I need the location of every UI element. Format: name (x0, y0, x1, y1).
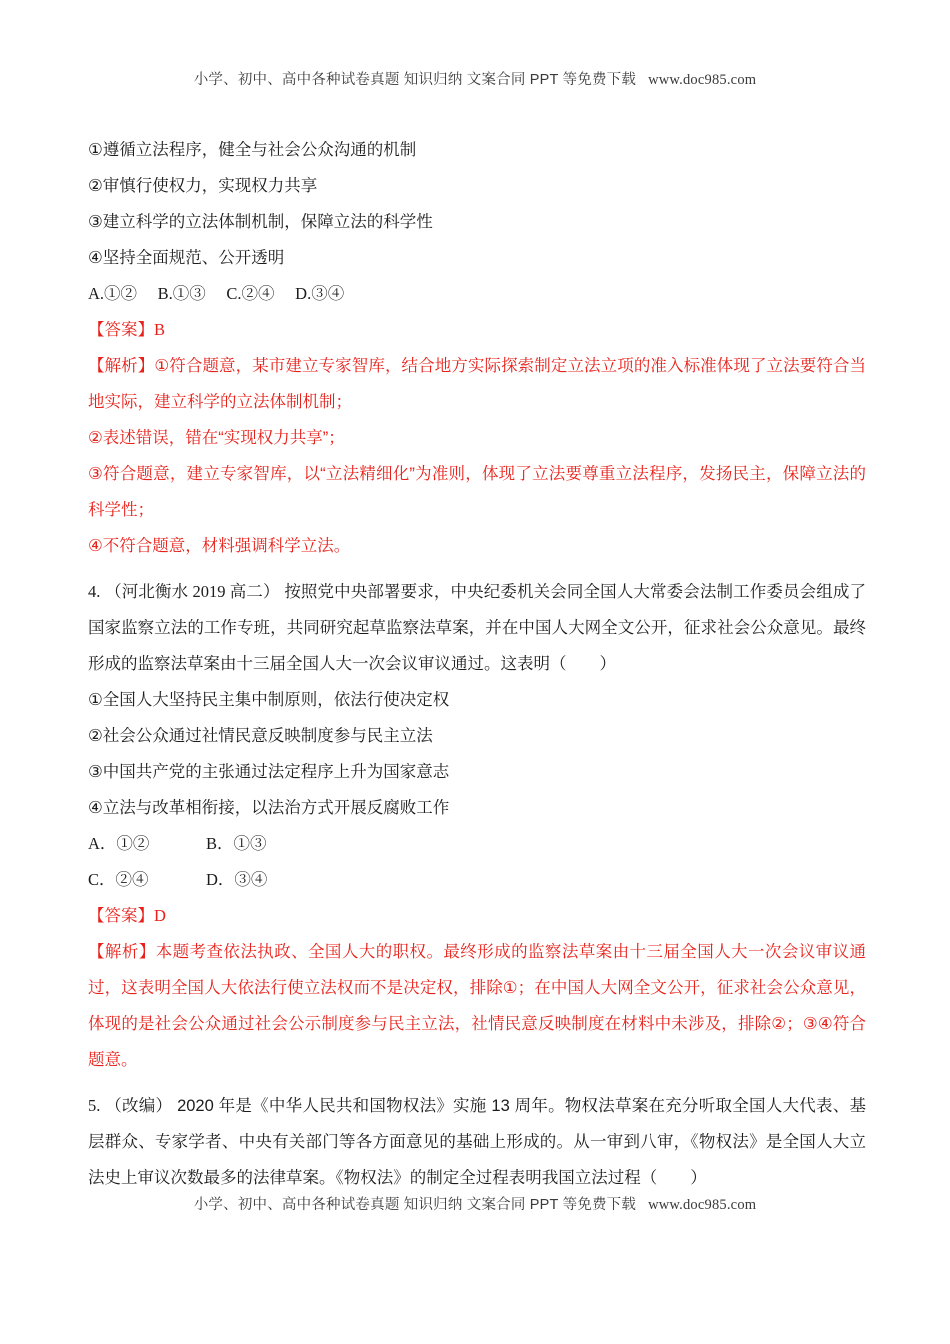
q3-analysis-4: ④不符合题意，材料强调科学立法。 (88, 537, 351, 555)
q4-stem-text: 按照党中央部署要求，中央纪委机关会同全国人大常委会法制工作委员会组成了国家监察立法的工作专班，共同研究起草监察法草案，并在中国人大网全文公开，征求社会公众意见。最终形成的监察法草案由十三届全国人大一次会议审议通过。这表明（ ） (88, 583, 867, 673)
q4-answer-value: D (154, 906, 166, 925)
q4-statement-4: ④立法与改革相衔接，以法治方式开展反腐败工作 (88, 799, 450, 817)
q3-analysis-label: 【解析】 (88, 357, 155, 375)
q4-choice-c (88, 862, 206, 898)
q5-number: 5. (88, 1096, 101, 1115)
q4-statement-1: ①全国人大坚持民主集中制原则，依法行使决定权 (88, 691, 450, 709)
q3-answer-label: 【答案】 (88, 321, 154, 339)
running-head-text: 小学、初中、高中各种试卷真题 知识归纳 文案合同 PPT 等免费下载 (193, 72, 637, 88)
running-foot-text: 小学、初中、高中各种试卷真题 知识归纳 文案合同 PPT 等免费下载 (193, 1197, 637, 1213)
q4-choice-d (206, 862, 324, 898)
q3-choices: A.①② B.①③ C.②④ D.③④ (88, 284, 345, 303)
document-body (88, 132, 866, 1196)
q4-answer-label: 【答案】 (88, 907, 154, 925)
q3-statement-4: ④坚持全面规范、公开透明 (88, 249, 285, 267)
running-head (0, 68, 950, 89)
q4-choice-a-key: A． (88, 834, 117, 853)
q3-analysis-1 (88, 348, 866, 420)
q3-analysis-2: ②表述错误，错在“实现权力共享”； (88, 429, 345, 447)
q4-number: 4. (88, 582, 101, 601)
q4-choice-row-1 (88, 826, 866, 862)
q4-choice-c-value: ②④ (115, 870, 149, 889)
q4-choice-b-key: B． (206, 834, 234, 853)
q3-statement-3: ③建立科学的立法体制机制，保障立法的科学性 (88, 213, 433, 231)
q4-choice-b (206, 826, 324, 862)
q4-choice-d-key: D． (206, 870, 235, 889)
q4-choice-c-key: C． (88, 870, 116, 889)
running-foot-url: www.doc985.com (648, 1197, 757, 1213)
running-head-url: www.doc985.com (648, 72, 757, 88)
q4-statement-2: ②社会公众通过社情民意反映制度参与民主立法 (88, 727, 433, 745)
q3-statement-1: ①遵循立法程序，健全与社会公众沟通的机制 (88, 141, 417, 159)
q4-answer (88, 898, 866, 934)
q4-choice-a (88, 826, 206, 862)
q4-analysis-label: 【解析】 (88, 943, 156, 961)
q4-stem (88, 574, 866, 682)
q4-statement-3: ③中国共产党的主张通过法定程序上升为国家意志 (88, 763, 450, 781)
q4-choice-a-value: ①② (116, 834, 150, 853)
q3-analysis-3: ③符合题意，建立专家智库，以“立法精细化”为准则，体现了立法要尊重立法程序，发扬民主，保障立法的科学性； (88, 465, 866, 519)
q3-answer (88, 312, 866, 348)
q4-analysis-text: 本题考查依法执政、全国人大的职权。最终形成的监察法草案由十三届全国人大一次会议审议通过，这表明全国人大依法行使立法权而不是决定权，排除①；在中国人大网全文公开，征求社会公众意见，体现的是社会公众通过社会公示制度参与民主立法，社情民意反映制度在材料中未涉及，排除②；③④符合题意。 (88, 943, 867, 1069)
q5-stem-text: 2020 年是《中华人民共和国物权法》实施 13 周年。物权法草案在充分听取全国人大代表、基层群众、专家学者、中央有关部门等各方面意见的基础上形成的。从一审到八审，《物权法》是全国人大立法史上审议次数最多的法律草案。《物权法》的制定全过程表明我国立法过程（ ） (88, 1097, 867, 1187)
q4-choice-row-2 (88, 862, 866, 898)
running-foot (0, 1193, 950, 1214)
q4-choice-d-value: ③④ (234, 870, 268, 889)
q5-source: （改编） (105, 1096, 173, 1115)
q3-statement-2: ②审慎行使权力，实现权力共享 (88, 177, 318, 195)
q3-analysis-text-1: ①符合题意，某市建立专家智库，结合地方实际探索制定立法立项的准入标准体现了立法要符合当地实际，建立科学的立法体制机制； (88, 357, 867, 411)
q4-source: （河北衡水 2019 高二） (105, 582, 280, 601)
q4-choice-b-value: ①③ (233, 834, 267, 853)
q5-stem (88, 1088, 866, 1196)
q3-answer-value: B (154, 320, 166, 339)
q4-analysis (88, 934, 866, 1078)
